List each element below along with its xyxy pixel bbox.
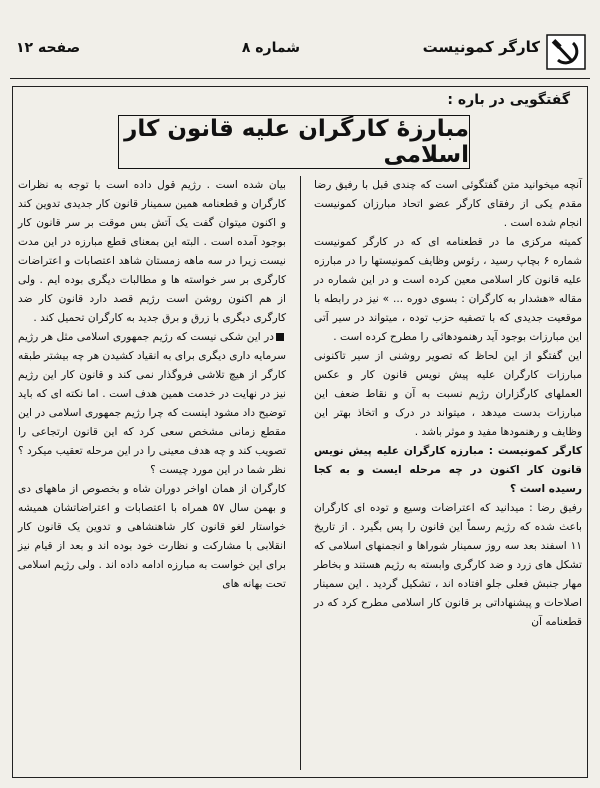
intro-paragraph: آنچه میخوانید متن گفتگوئی است که چندی قبل با رفیق رضا مقدم یکی از رفقای کارگر عضو اتحاد مبارزان کمونیست انجام شده است . bbox=[314, 179, 582, 229]
second-question-text: در این شکی نیست که رژیم جمهوری اسلامی مثل هر رژیم سرمایه داری دیگری برای به انقیاد کشیدن هر چه بیشتر طبقه کارگر از هیچ تلاشی فروگذار نمی کند و قانون کار این رژیم نیز در نهایت در خدمت همین هدف است . اما نکته ای که باید توضیح داد مشود اینست که چرا رژیم جمهوری اسلامی در این مقطع زمانی مشخص سعی کرد که این قانون ارتجاعی را تصویب کند و چه هدف معینی را در این مرحله تعقیب میکرد ؟ نظر شما در این مورد چیست ؟ bbox=[18, 331, 286, 476]
header-rule bbox=[10, 78, 590, 79]
right-column bbox=[314, 176, 582, 632]
column-divider bbox=[300, 176, 301, 770]
article-title: مبارزهٔ کارگران علیه قانون کار اسلامی bbox=[124, 116, 469, 168]
second-question bbox=[18, 328, 286, 480]
publication-title: کارگر کمونیست bbox=[422, 38, 540, 56]
interview-question: کارگر کمونیست : مبارزه کارگران علیه پیش نویس قانون کار اکنون در چه مرحله ایست و به کجا رسیده است ؟ bbox=[314, 445, 582, 495]
page-header bbox=[10, 28, 590, 74]
hammer-sickle-icon bbox=[546, 34, 586, 70]
page-number: صفحه ۱۲ bbox=[16, 40, 81, 56]
left-column bbox=[18, 176, 286, 594]
second-answer: کارگران از همان اواخر دوران شاه و بخصوص از ماههای دی و بهمن سال ۵۷ همراه با اعتصابات و اعتراضاتشان همیشه خواستار لغو قانون کار شاهنشاهی و تدوین یک قانون کار انقلابی با مشارکت و نظارت خود بوده اند و بعد از قیام نیز برای این خواست به مبارزه ادامه داده اند . ولی رژیم اسلامی تحت بهانه های bbox=[18, 483, 286, 590]
square-bullet-icon bbox=[276, 333, 284, 341]
context-paragraph: کمیته مرکزی ما در قطعنامه ای که در کارگر کمونیست شماره ۶ بچاپ رسید ، رئوس وظایف کمونیستها را در مبارزه علیه قانون کار اسلامی معین کرده است و در این شماره در مقاله «هشدار به کارگران : بسوی دوره ... » نیز در رابطه با موقعیت جدیدی که با تصفیه حزب توده ، میتواند در سیر آتی این مبارزات بوجود آید رهنمودهائی را مطرح کرده است . bbox=[314, 236, 582, 343]
answer-continuation: بیان شده است . رژیم قول داده است با توجه به نظرات کارگران و قطعنامه همین سمینار قانون کار جدیدی تدوین کند و اکنون میتوان گفت یک آتش بس موقت بر سر قانون کار بوجود آمده است . البته این بمعنای قطع مبارزه در این مدت نیست زیرا در سه ماهه زمستان شاهد اعتصابات و اعتراضات کارگری بر سر خواسته ها و مطالبات دیگری بوده ایم . ولی از هم اکنون روشن است رژیم قصد دارد قانون کار ضد کارگری دیگری با زرق و برق جدید به کارگران تحمیل کند . bbox=[18, 179, 286, 324]
issue-number: شماره ۸ bbox=[241, 40, 300, 56]
interview-answer: رفیق رضا : میدانید که اعتراضات وسیع و توده ای کارگران باعث شده که رژیم رسماً این قانون را پس بگیرد . از تاریخ ۱۱ اسفند بعد سه روز سمینار شوراها و انجمنهای اسلامی که تشکل های زرد و ضد کارگری وابسته به رژیم هستند و بخاطر مهار جنبش فعلی جلو افتاده اند ، تشکیل گردید . این سمینار اصلاحات و پیشنهاداتی بر قانون کار اسلامی مطرح کرد که در قطعنامه آن bbox=[314, 502, 582, 628]
title-box bbox=[118, 115, 470, 169]
purpose-paragraph: این گفتگو از این لحاظ که تصویر روشنی از سیر تاکنونی مبارزات کارگران علیه پیش نویس قانون کار و عکس العملهای کارگزاران رژیم نسبت به آن و نقاط ضعف این مبارزات بدست میدهد ، میتواند در درک و اتخاذ بهتر این وظایف و رهنمودها مفید و موثر باشد . bbox=[314, 350, 582, 438]
article-subtitle: گفتگویی در باره : bbox=[447, 92, 570, 108]
